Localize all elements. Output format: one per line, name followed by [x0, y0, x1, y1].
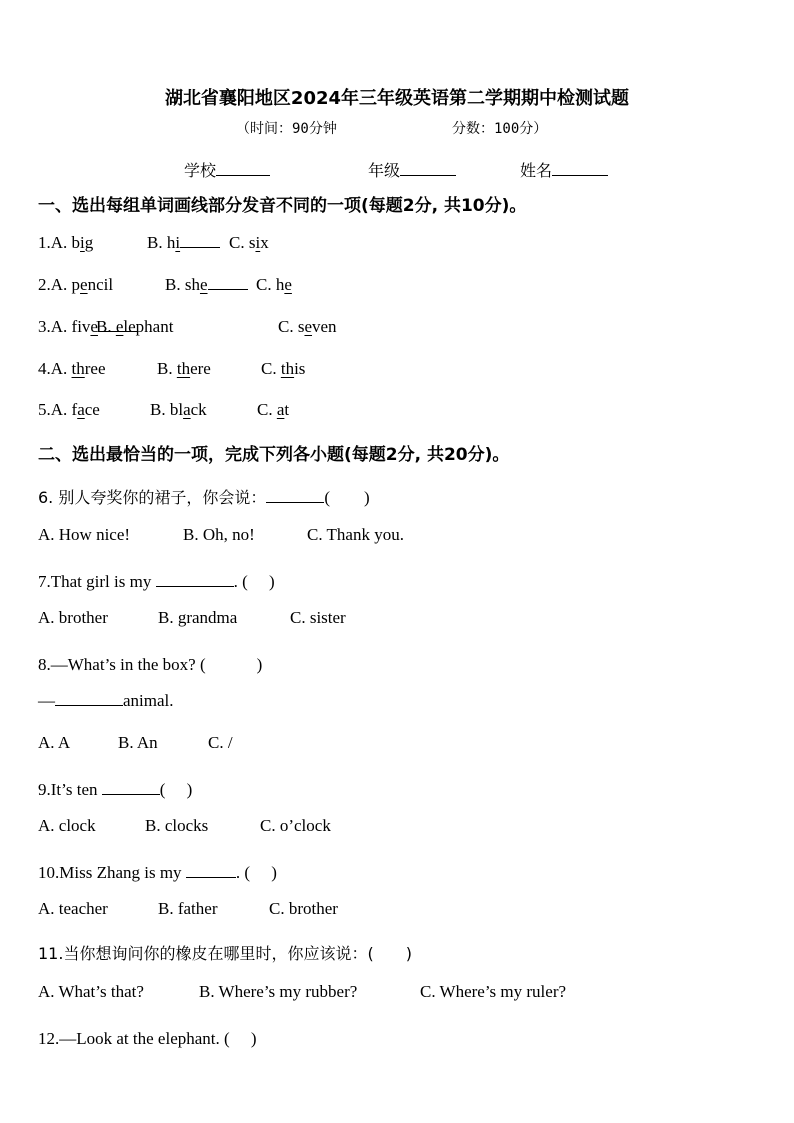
section1-q5-option-b [150, 400, 207, 420]
word-part: ncil [87, 275, 114, 294]
underlined-letters: e [90, 317, 98, 336]
option-prefix: C. [229, 233, 249, 252]
option-prefix: B. [165, 275, 185, 294]
underlined-letters: e [284, 275, 292, 294]
word-part: s [297, 317, 305, 336]
question-number: 1. [38, 233, 51, 252]
question-10 [38, 858, 277, 883]
underlined-letters: a [276, 400, 285, 419]
word-part: ce [84, 400, 100, 419]
section1-heading: 一、选出每组单词画线部分发音不同的一项(每题2分, 共10分)。 [38, 196, 527, 216]
q10-paren: . ( ) [235, 863, 277, 882]
word-part: ree [84, 359, 106, 378]
word-part: t [284, 400, 290, 419]
section1-q4-option-a [38, 359, 106, 379]
section1-q4-option-b [157, 359, 211, 379]
q10-option-b: B. father [158, 899, 218, 918]
question-9 [38, 775, 192, 800]
q8-option-b: B. An [118, 733, 158, 752]
word-part: x [260, 233, 269, 252]
word-part: ere [190, 359, 211, 378]
underlined-letters: e [199, 275, 208, 294]
q7-option-c: C. sister [290, 608, 346, 627]
grade-blank [400, 161, 456, 176]
question-number: 2. [38, 275, 51, 294]
grade-label: 年级 [368, 161, 401, 180]
q10-option-c: C. brother [269, 899, 338, 918]
underlined-letters: th [176, 359, 191, 378]
section1-q1-option-a [38, 233, 93, 253]
word-part: fiv [71, 317, 91, 336]
name-field [520, 158, 608, 181]
section1-q4-option-c [261, 359, 305, 379]
q6-option-a: A. How nice! [38, 525, 131, 544]
section1-q3-option-b [96, 317, 173, 337]
question-7 [38, 567, 275, 592]
word-part: ck [190, 400, 207, 419]
underlined-letters: i [175, 233, 181, 252]
q9-stem: 9.It’s ten [38, 780, 102, 799]
exam-score: 分数：100分） [452, 121, 548, 137]
q7-option-a: A. brother [38, 608, 108, 627]
question-11: 11.当你想询问你的橡皮在哪里时，你应该说：( ) [38, 944, 412, 963]
q6-option-c: C. Thank you. [307, 525, 404, 544]
underline-blank [180, 233, 220, 248]
q8-reply [38, 691, 174, 711]
q6-stem: 6. 别人夸奖你的裙子，你会说： [38, 488, 267, 507]
option-prefix: C. [278, 317, 298, 336]
underlined-letters: i [255, 233, 261, 252]
q8-option-a: A. A [38, 733, 71, 752]
section2-heading: 二、选出最恰当的一项，完成下列各小题(每题2分, 共20分)。 [38, 445, 510, 465]
question-number: 3. [38, 317, 51, 336]
underlined-letters: e [304, 317, 313, 336]
word-part: b [71, 233, 81, 252]
word-part: lephant [123, 317, 174, 336]
word-part: h [275, 275, 285, 294]
name-label: 姓名 [520, 161, 553, 180]
q7-paren: . ( ) [233, 572, 275, 591]
school-label: 学校 [184, 161, 217, 180]
question-12: 12.—Look at the elephant. ( ) [38, 1029, 257, 1048]
underlined-letters: th [280, 359, 295, 378]
option-prefix: A. [50, 275, 72, 294]
option-prefix: B. [147, 233, 167, 252]
grade-field [368, 158, 456, 181]
word-part: s [248, 233, 256, 252]
option-prefix: B. [157, 359, 177, 378]
section1-q2-option-b [165, 275, 248, 295]
q11-option-a: A. What’s that? [38, 982, 144, 1001]
q6-paren: ( ) [324, 488, 370, 507]
option-prefix: C. [261, 359, 281, 378]
section1-q1-option-c [229, 233, 269, 253]
q7-stem: 7.That girl is my [38, 572, 156, 591]
q9-blank [102, 780, 160, 795]
exam-time: （时间：90分钟 [236, 121, 337, 137]
word-part: sh [184, 275, 200, 294]
word-part: is [294, 359, 306, 378]
school-field [184, 158, 270, 181]
option-prefix: A. [50, 400, 72, 419]
section1-q1-option-b [147, 233, 220, 253]
section1-q2-option-a [38, 275, 113, 295]
section1-q5-option-a [38, 400, 100, 420]
word-part: h [166, 233, 176, 252]
name-blank [552, 161, 608, 176]
underlined-letters: a [183, 400, 191, 419]
q11-option-c: C. Where’s my ruler? [420, 982, 567, 1001]
section1-q2-option-c [256, 275, 292, 295]
school-blank [216, 161, 270, 176]
underlined-letters: th [71, 359, 85, 378]
underlined-letters: i [80, 233, 85, 252]
question-8: 8.—What’s in the box? ( ) [38, 655, 263, 674]
q8-option-c: C. / [208, 733, 233, 752]
q8-dash: — [38, 691, 55, 710]
q10-stem: 10.Miss Zhang is my [38, 863, 186, 882]
option-prefix: C. [257, 400, 277, 419]
q6-blank [266, 488, 324, 503]
underlined-letters: e [115, 317, 124, 336]
q8-blank [55, 691, 123, 706]
option-prefix: A. [50, 233, 72, 252]
q8-reply-text: animal. [123, 691, 174, 710]
word-part: g [84, 233, 94, 252]
word-part: f [71, 400, 78, 419]
section1-q3-option-c [278, 317, 337, 337]
q9-option-b: B. clocks [145, 816, 209, 835]
underlined-letters: e [80, 275, 88, 294]
word-part: ven [312, 317, 337, 336]
q7-blank [156, 572, 234, 587]
section1-q5-option-c [257, 400, 289, 420]
question-number: 4. [38, 359, 51, 378]
option-prefix: C. [256, 275, 276, 294]
option-prefix: A. [50, 359, 72, 378]
q10-blank [186, 863, 236, 878]
question-6 [38, 483, 370, 508]
q10-option-a: A. teacher [38, 899, 108, 918]
option-prefix: A. [50, 317, 72, 336]
q6-option-b: B. Oh, no! [183, 525, 255, 544]
q9-option-a: A. clock [38, 816, 96, 835]
q11-option-b: B. Where’s my rubber? [199, 982, 358, 1001]
q9-option-c: C. o’clock [260, 816, 331, 835]
word-part: bl [169, 400, 184, 419]
q7-option-b: B. grandma [158, 608, 238, 627]
word-part: p [71, 275, 81, 294]
option-prefix: B. [96, 317, 116, 336]
page-title: 湖北省襄阳地区2024年三年级英语第二学期期中检测试题 [164, 88, 630, 109]
question-number: 5. [38, 400, 51, 419]
option-prefix: B. [150, 400, 170, 419]
underlined-letters: a [77, 400, 85, 419]
q9-paren: ( ) [159, 780, 193, 799]
underline-blank [208, 275, 248, 290]
